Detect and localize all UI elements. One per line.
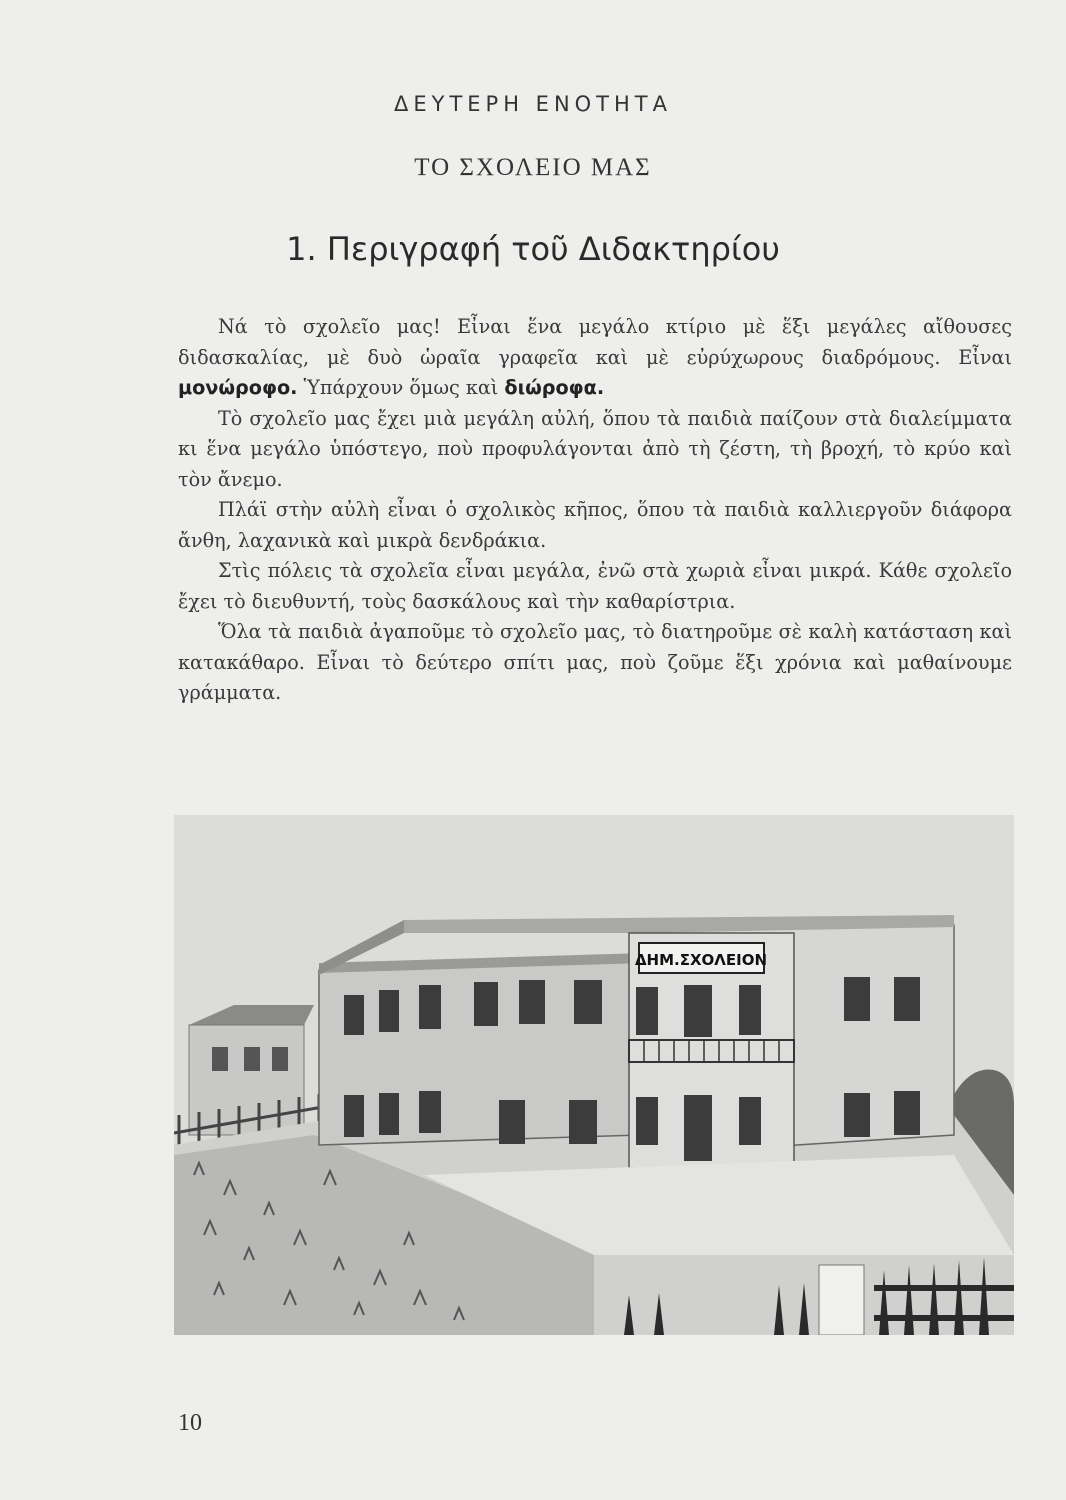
- school-drawing: [174, 815, 1014, 1335]
- lesson-title: 1. Περιγραφή τοῦ Διδακτηρίου: [286, 230, 780, 268]
- school-illustration: [174, 815, 1014, 1335]
- paragraph-5: Ὅλα τὰ παιδιὰ ἀγαποῦμε τὸ σχολεῖο μας, τὸ διατηροῦμε σὲ καλὴ κατάσταση καὶ κατακάθαρο. Εἶναι τὸ δεύτερο σπίτι μας, ποὺ ζοῦμε ἕξι χρόνια καὶ μαθαίνουμε γράμματα.: [178, 620, 1012, 704]
- paragraph-3: Πλάϊ στὴν αὐλὴ εἶναι ὁ σχολικὸς κῆπος, ὅπου τὰ παιδιὰ καλλιεργοῦν διάφορα ἄνθη, λαχανικὰ καὶ μικρὰ δενδράκια.: [178, 498, 1012, 552]
- paragraph-1-text-b: Ὑπάρχουν ὅμως καὶ: [297, 376, 505, 399]
- chapter-subtitle: ΤΟ ΣΧΟΛΕΙΟ ΜΑΣ: [414, 154, 652, 181]
- section-label: ΔΕΥΤΕΡΗ ΕΝΟΤΗΤΑ: [393, 92, 672, 116]
- paragraph-1: [178, 312, 1012, 404]
- school-sign: ΔΗΜ.ΣΧΟΛΕΙΟΝ: [634, 951, 768, 969]
- term-two-storey: διώροφα.: [504, 376, 605, 399]
- paragraph-4: Στὶς πόλεις τὰ σχολεῖα εἶναι μεγάλα, ἐνῶ στὰ χωριὰ εἶναι μικρά. Κάθε σχολεῖο ἔχει τὸ διευθυντή, τοὺς δασκάλους καὶ τὴν καθαρίστρια.: [178, 559, 1012, 613]
- page-number: 10: [178, 1410, 202, 1436]
- paragraph-1-text-a: Νά τὸ σχολεῖο μας! Εἶναι ἕνα μεγάλο κτίριο μὲ ἕξι μεγάλες αἴθουσες διδασκαλίας, μὲ δυὸ ὡραῖα γραφεῖα καὶ μὲ εὐρύχωρους διαδρόμους. Εἶναι: [178, 315, 1012, 369]
- lesson-text: [178, 312, 1012, 709]
- paragraph-2: Τὸ σχολεῖο μας ἔχει μιὰ μεγάλη αὐλή, ὅπου τὰ παιδιὰ παίζουν στὰ διαλείμματα κι ἕνα μεγάλο ὑπόστεγο, ποὺ προφυλάγονται ἀπὸ τὴ ζέστη, τὴ βροχή, τὸ κρύο καὶ τὸν ἄνεμο.: [178, 406, 1012, 491]
- term-single-storey: μονώροφο.: [178, 376, 298, 399]
